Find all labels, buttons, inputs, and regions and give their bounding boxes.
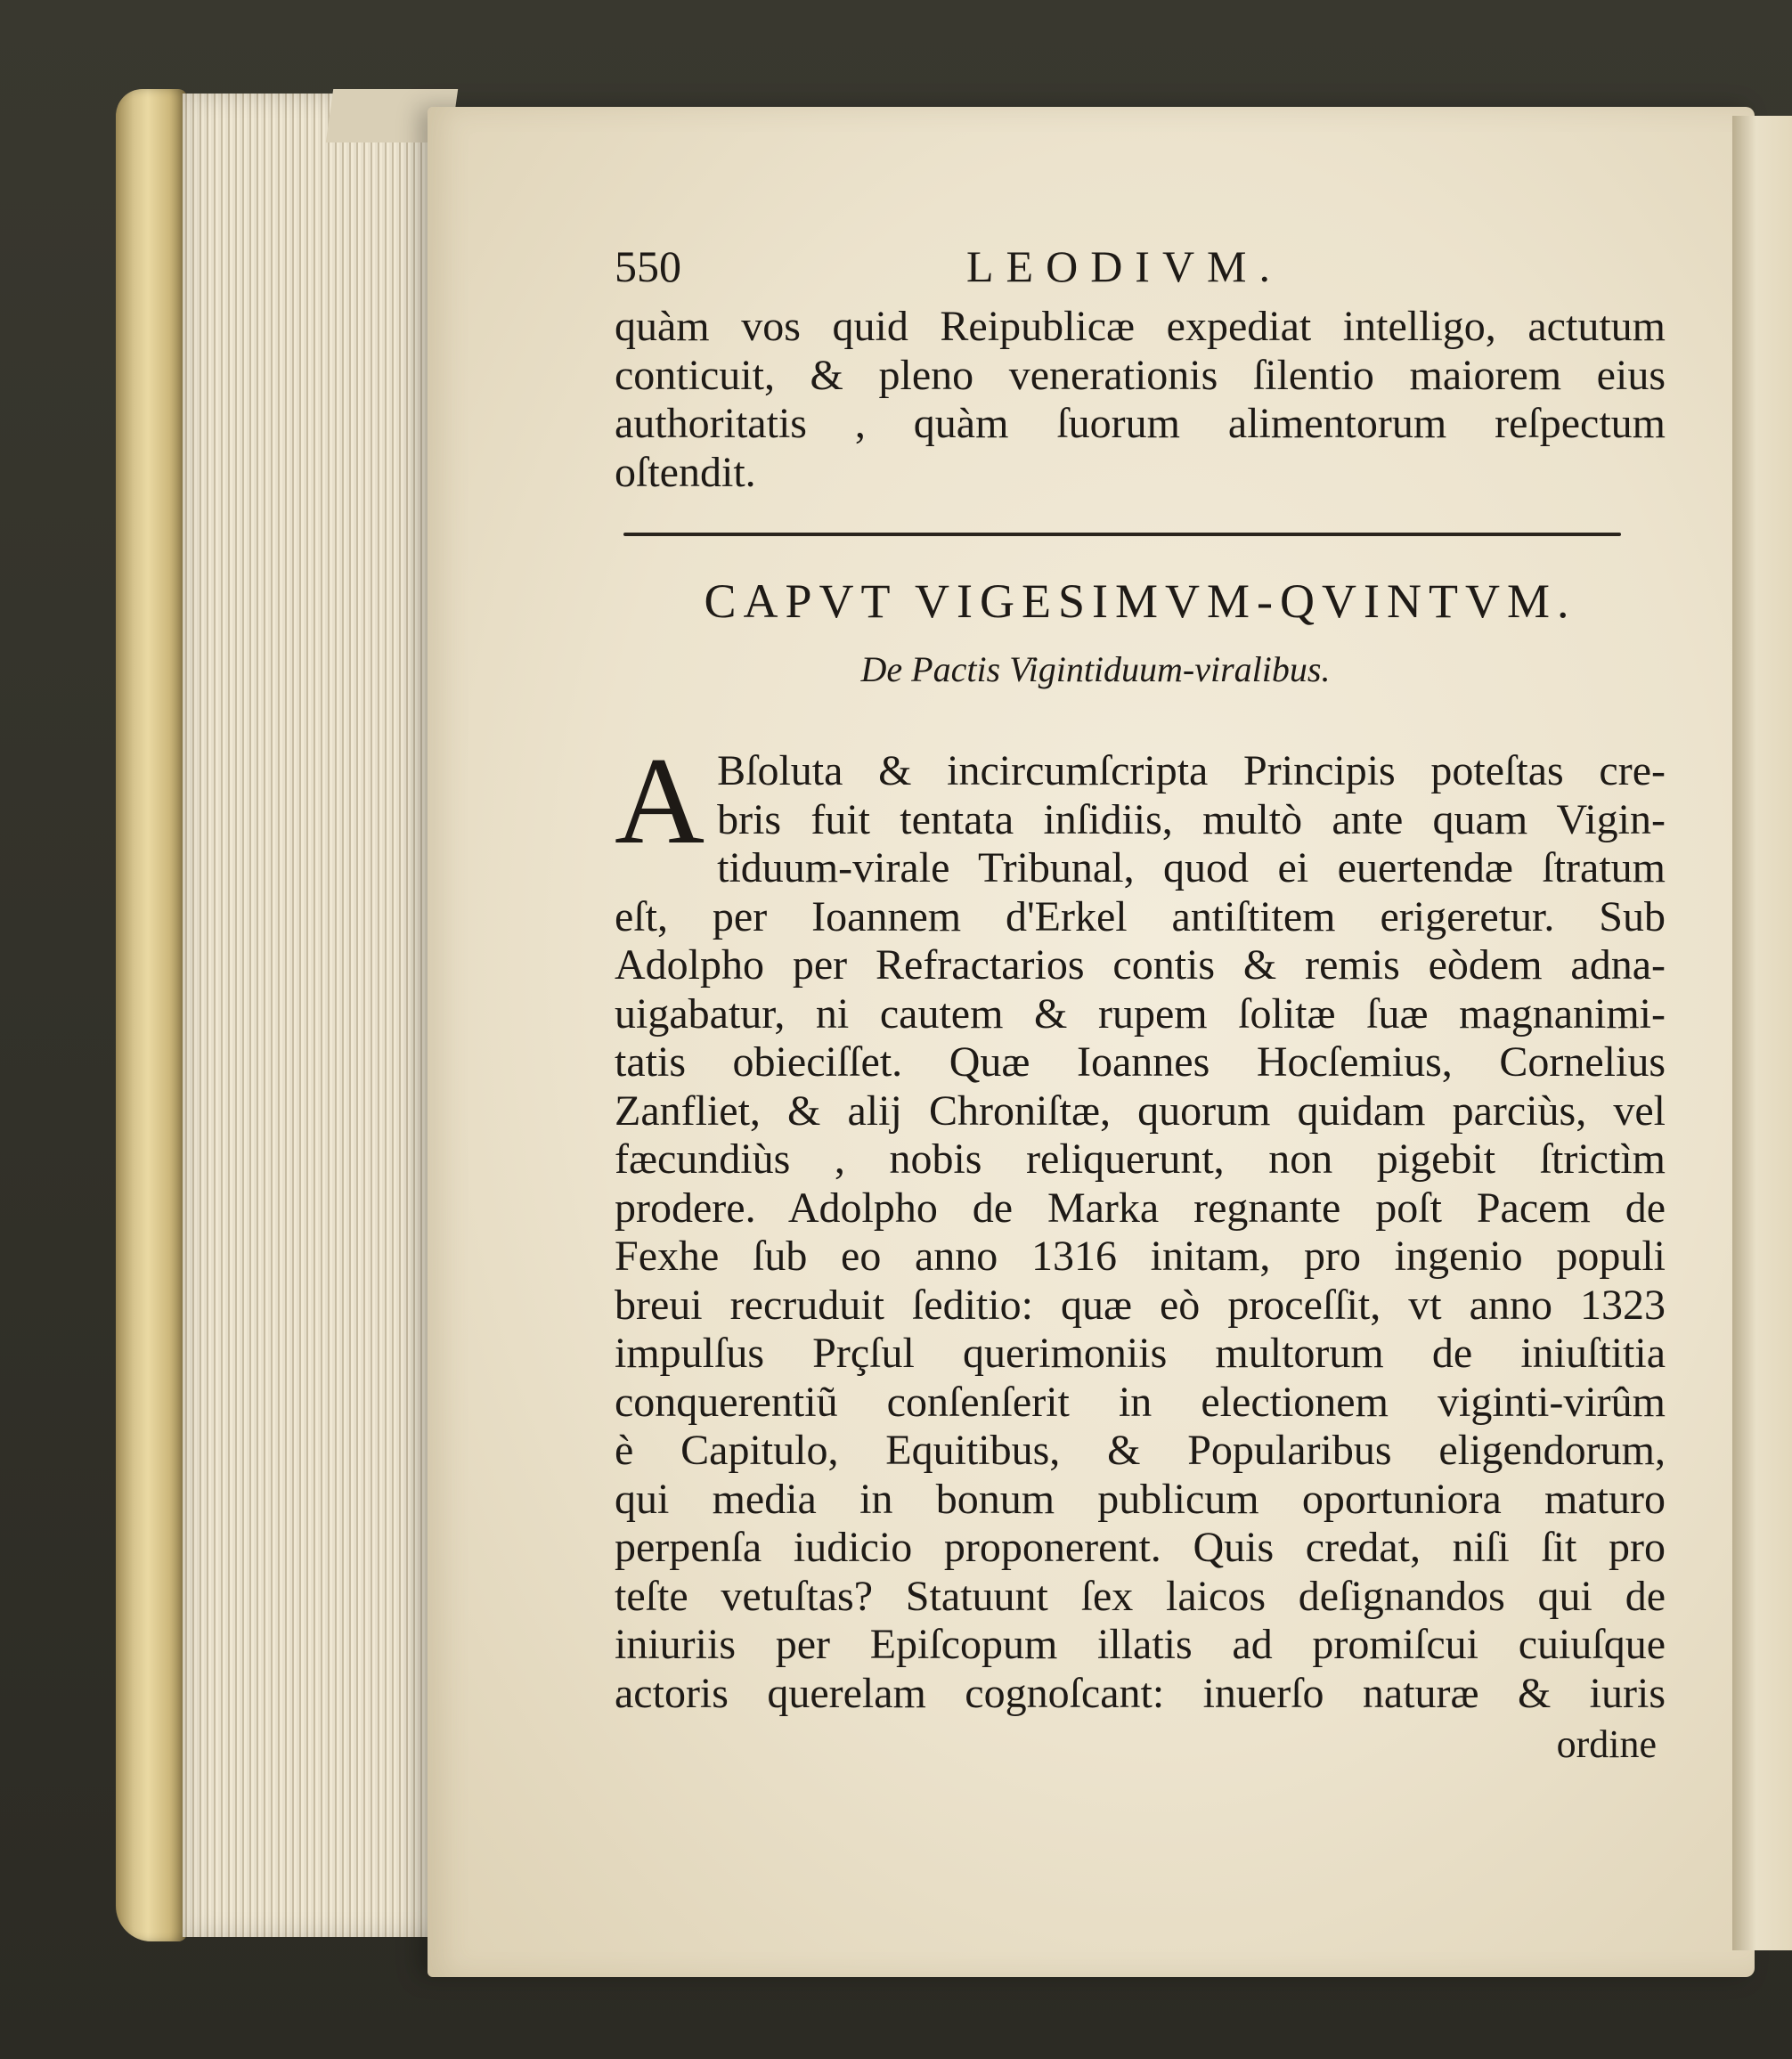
text-line: Zanfliet, & alij Chroniſtæ, quorum quidam parciùs, vel <box>615 1086 1666 1135</box>
text-line: conquerentiũ conſenſerit in electionem viginti-virûm <box>615 1378 1666 1426</box>
vellum-spine <box>116 89 187 1941</box>
chapter-heading: CAPVT VIGESIMVM-QVINTVM. <box>704 574 1576 628</box>
text-line: tiduum-virale Tribunal, quod ei euertendæ ſtratum <box>717 844 1666 891</box>
running-head <box>615 240 1666 303</box>
catchword: ordine <box>1556 1722 1657 1766</box>
page-text <box>615 240 1666 1767</box>
text-line: qui media in bonum publicum oportuniora maturo <box>615 1475 1666 1523</box>
text-line: Adolpho per Refractarios contis & remis eòdem adna- <box>615 941 1666 989</box>
drop-cap: A <box>615 732 705 870</box>
text-line: authoritatis , quàm ſuorum alimentorum reſpectum <box>615 400 1666 447</box>
facing-page-edge <box>1732 116 1792 1950</box>
text-line: perpenſa iudicio proponerent. Quis credat, niſi ſit pro <box>615 1524 1666 1571</box>
text-line: impulſus Prçſul querimoniis multorum de iniuſtitia <box>615 1330 1666 1377</box>
body-paragraph <box>615 732 1666 1718</box>
text-line: actoris querelam cognoſcant: inuerſo naturæ & iuris <box>615 1669 1666 1717</box>
text-line: teſte vetuſtas? Statuunt ſex laicos deſignandos qui de <box>615 1572 1666 1620</box>
text-line: quàm vos quid Reipublicæ expediat intelligo, actutum <box>615 303 1666 350</box>
chapter-subtitle: De Pactis Vigintiduum-viralibus. <box>860 649 1331 689</box>
running-title: LEODIVM. <box>966 241 1283 291</box>
text-line: Bſoluta & incircumſcripta Principis poteſtas cre- <box>717 747 1666 794</box>
page-number: 550 <box>615 241 681 291</box>
text-line: è Capitulo, Equitibus, & Popularibus eligendorum, <box>615 1427 1666 1474</box>
chapter-rule <box>623 533 1621 536</box>
text-line: iniuriis per Epiſcopum illatis ad promiſcui cuiuſque <box>615 1621 1666 1668</box>
text-line: tatis obieciſſet. Quæ Ioannes Hocſemius, Cornelius <box>615 1038 1666 1086</box>
top-paragraph <box>615 303 1666 497</box>
text-line: prodere. Adolpho de Marka regnante poſt Pacem de <box>615 1184 1666 1232</box>
text-line: uigabatur, ni cautem & rupem ſolitæ ſuæ magnanimi- <box>615 989 1666 1038</box>
text-line: conticuit, & pleno venerationis ſilentio maiorem eius <box>615 351 1666 399</box>
text-line: breui recruduit ſeditio: quæ eò proceſſit, vt anno 1323 <box>615 1281 1666 1329</box>
text-line: fæcundiùs , nobis reliquerunt, non pigebit ſtrictìm <box>615 1135 1666 1183</box>
page-block-edges <box>183 94 450 1937</box>
text-line: oſtendit. <box>615 448 756 496</box>
text-line: Fexhe ſub eo anno 1316 initam, pro ingenio populi <box>615 1233 1666 1280</box>
text-line: eſt, per Ioannem d'Erkel antiſtitem erigeretur. Sub <box>615 892 1666 940</box>
text-line: bris fuit tentata inſidiis, multò ante quam Vigin- <box>717 795 1666 843</box>
